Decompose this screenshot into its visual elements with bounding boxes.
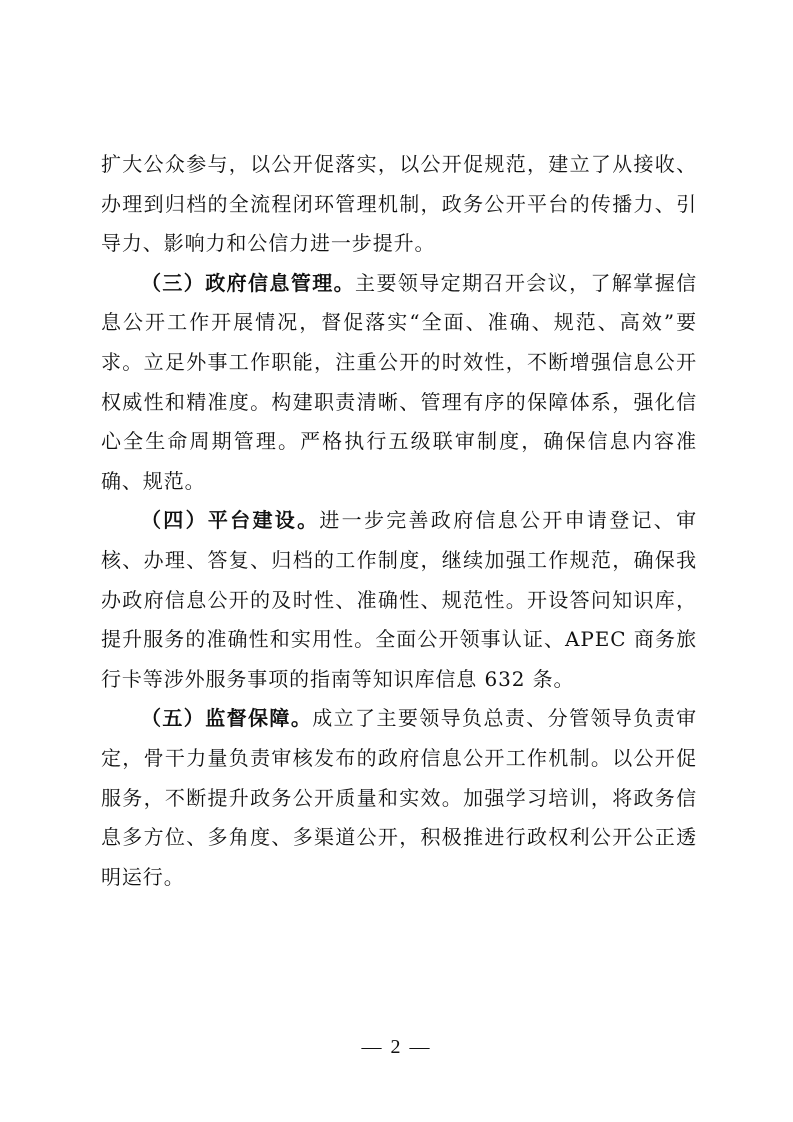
paragraph-government-info-management bbox=[101, 264, 697, 502]
paragraph-continuation bbox=[101, 145, 697, 264]
paragraph-text: 成立了主要领导负总责、分管领导负责审定，骨干力量负责审核发布的政府信息公开工作机制。以公开促服务，不断提升政务公开质量和实效。加强学习培训，将政务信息多方位、多角度、多渠道公开，积极推进行政权利公开公正透明运行。 bbox=[101, 706, 697, 889]
paragraph-text: 进一步完善政府信息公开申请登记、审核、办理、答复、归档的工作制度，继续加强工作规范，确保我办政府信息公开的及时性、准确性、规范性。开设答问知识库，提升服务的准确性和实用性。全面公开领事认证、APEC 商务旅行卡等涉外服务事项的指南等知识库信息 632 条。 bbox=[101, 508, 697, 691]
paragraph-platform-construction bbox=[101, 501, 697, 699]
paragraph-supervision-guarantee bbox=[101, 699, 697, 897]
paragraph-text: 主要领导定期召开会议，了解掌握信息公开工作开展情况，督促落实“全面、准确、规范、高效”要求。立足外事工作职能，注重公开的时效性，不断增强信息公开权威性和精准度。构建职责清晰、管理有序的保障体系，强化信心全生命周期管理。严格执行五级联审制度，确保信息内容准确、规范。 bbox=[101, 270, 698, 493]
page-number: — 2 — bbox=[361, 1036, 432, 1058]
paragraph-text: 扩大公众参与，以公开促落实，以公开促规范，建立了从接收、办理到归档的全流程闭环管理机制，政务公开平台的传播力、引导力、影响力和公信力进一步提升。 bbox=[101, 152, 697, 256]
document-body bbox=[101, 145, 697, 897]
section-heading-supervision-guarantee: （五）监督保障。 bbox=[141, 706, 313, 731]
section-heading-government-info-management: （三）政府信息管理。 bbox=[141, 270, 356, 295]
section-heading-platform-construction: （四）平台建设。 bbox=[141, 508, 320, 533]
